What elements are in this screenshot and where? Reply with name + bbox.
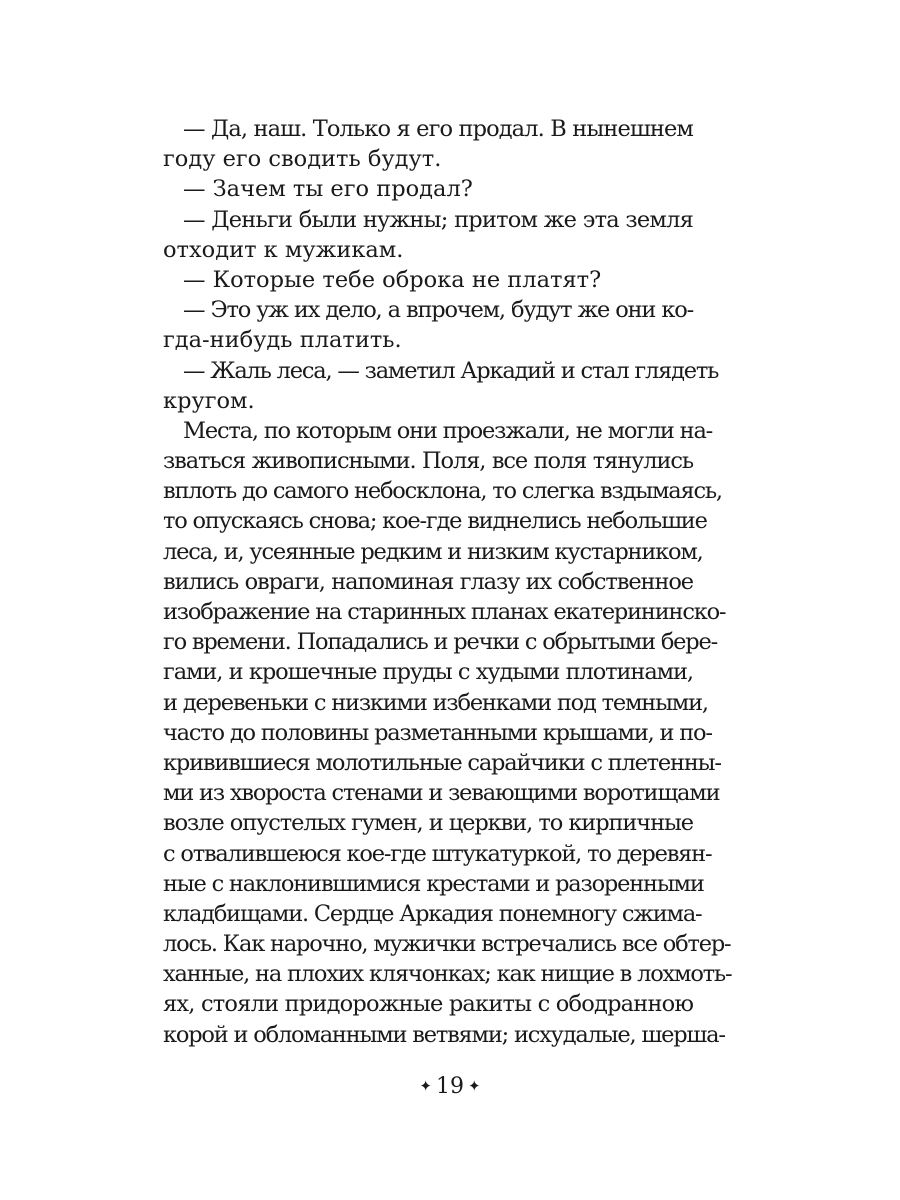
text-line: го времени. Попадались и речки с обрытыми бере-	[163, 629, 718, 656]
text-line: с отвалившеюся кое-где штукатуркой, то деревян-	[163, 840, 712, 867]
text-line: ханные, на плохих клячонках; как нищие в лохмоть-	[163, 961, 732, 988]
text-line: — Деньги были нужны; притом же эта земля	[183, 206, 693, 233]
text-line: году его сводить будут.	[163, 146, 442, 173]
text-line: вплоть до самого небосклона, то слегка вздымаясь,	[163, 478, 722, 505]
text-line: корой и обломанными ветвями; исхудалые, шерша-	[163, 1021, 725, 1048]
text-line: — Это уж их дело, а впрочем, будут же они ко-	[183, 297, 693, 324]
text-line: изображение на старинных планах екатерининско-	[163, 599, 726, 625]
text-line: кривившиеся молотильные сарайчики с плетенны-	[163, 749, 721, 776]
text-line: зваться живописными. Поля, все поля тянулись	[163, 448, 693, 475]
body-text	[163, 114, 732, 1050]
text-line: леса, и, усеянные редким и низким кустарником,	[163, 538, 703, 565]
ornament-right-icon: ✦	[468, 1077, 481, 1095]
text-line: — Зачем ты его продал?	[183, 176, 473, 203]
text-line: кругом.	[163, 387, 255, 414]
text-line: — Которые тебе оброка не платят?	[183, 266, 602, 293]
text-line: кладбищами. Сердце Аркадия понемногу сжима-	[163, 900, 702, 927]
text-line: гда-нибудь платить.	[163, 327, 402, 354]
text-line: лось. Как нарочно, мужички встречались все обтер-	[163, 931, 731, 958]
text-line: возле опустелых гумен, и церкви, то кирпичные	[163, 810, 693, 837]
text-line: гами, и крошечные пруды с худыми плотинами,	[163, 659, 693, 686]
ornament-left-icon: ✦	[419, 1077, 432, 1095]
page-number: 19	[436, 1074, 464, 1099]
text-line: — Да, наш. Только я его продал. В нынешнем	[183, 116, 693, 142]
text-line: ях, стояли придорожные ракиты с ободранною	[163, 991, 694, 1018]
text-line: и деревеньки с низкими избенками под темными,	[163, 689, 708, 716]
text-line: то опускаясь снова; кое-где виднелись небольшие	[163, 508, 707, 535]
text-line: отходит к мужикам.	[163, 236, 404, 263]
text-line: — Жаль леса, — заметил Аркадий и стал глядеть	[183, 357, 719, 384]
text-line: ми из хвороста стенами и зевающими воротищами	[163, 780, 720, 807]
text-line: ные с наклонившимися крестами и разоренными	[163, 870, 704, 897]
page-footer	[0, 1074, 900, 1099]
text-line: часто до половины разметанными крышами, и по-	[163, 719, 712, 746]
text-line: Места, по которым они проезжали, не могли на-	[183, 417, 713, 444]
text-line: вились овраги, напоминая глазу их собственное	[163, 568, 693, 595]
